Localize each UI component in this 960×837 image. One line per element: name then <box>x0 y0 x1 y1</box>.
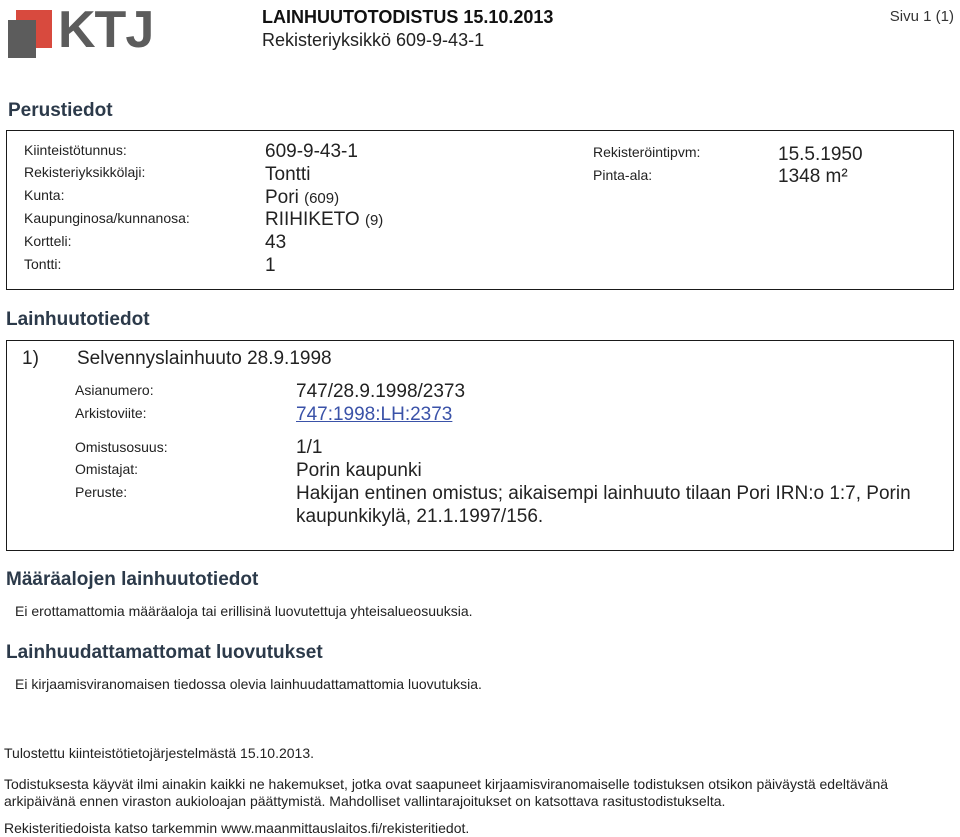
value-tontti: 1 <box>265 255 276 276</box>
maaraalat-text: Ei erottamattomia määräaloja tai erillisinä luovutettuja yhteisalueosuuksia. <box>15 603 473 619</box>
value-peruste-line1: Hakijan entinen omistus; aikaisempi lainhuuto tilaan Pori IRN:o 1:7, Porin <box>296 483 911 504</box>
footer-notice-line2: arkipäivänä ennen viraston aukioloajan päättymistä. Mahdolliset vallintarajoitukset on katsottava rasitustodistukselta. <box>4 793 726 809</box>
section-heading-perustiedot: Perustiedot <box>8 100 113 121</box>
footer-notice-line1: Todistuksesta käyvät ilmi ainakin kaikki ne hakemukset, jotka ovat saapuneet kirjaamisviranomaiselle todistuksen otsikon päiväystä edeltävänä <box>4 776 889 792</box>
lainhuuto-title: Selvennyslainhuuto 28.9.1998 <box>77 348 332 369</box>
label-tontti: Tontti: <box>24 256 62 272</box>
document-subtitle: Rekisteriyksikkö 609-9-43-1 <box>262 30 485 50</box>
footer-more-info: Rekisteritiedoista katso tarkemmin www.maanmittauslaitos.fi/rekisteritiedot. <box>4 820 470 836</box>
value-kiinteistotunnus: 609-9-43-1 <box>265 141 358 162</box>
document-title: LAINHUUTOTODISTUS 15.10.2013 <box>262 7 554 27</box>
section-heading-maaraalat: Määräalojen lainhuutotiedot <box>6 569 259 590</box>
value-kaupunginosa-name: RIIHIKETO <box>265 209 360 230</box>
ktj-logo <box>8 1 154 64</box>
page-number: Sivu 1 (1) <box>889 8 954 25</box>
value-kunta <box>265 187 339 209</box>
footer-printed: Tulostettu kiinteistötietojärjestelmästä 15.10.2013. <box>4 745 314 761</box>
value-kaupunginosa <box>265 209 383 231</box>
label-pinta-ala: Pinta-ala: <box>593 167 653 183</box>
value-kaupunginosa-code: (9) <box>364 212 384 229</box>
logo-text: KTJ <box>58 1 154 59</box>
value-pinta-ala: 1348 m² <box>778 166 848 187</box>
label-peruste: Peruste: <box>75 484 128 500</box>
lainhuuto-number: 1) <box>22 348 39 369</box>
value-kunta-code: (609) <box>304 190 340 207</box>
value-kunta-name: Pori <box>265 187 299 208</box>
value-omistusosuus: 1/1 <box>296 437 323 458</box>
label-kunta: Kunta: <box>24 187 65 203</box>
section-heading-lainhuutotiedot: Lainhuutotiedot <box>6 309 150 330</box>
label-omistajat: Omistajat: <box>75 461 139 477</box>
label-asianumero: Asianumero: <box>75 382 154 398</box>
section-heading-luovutukset: Lainhuudattamattomat luovutukset <box>6 642 323 663</box>
value-rekisterointipvm: 15.5.1950 <box>778 144 863 165</box>
value-peruste-line2: kaupunkikylä, 21.1.1997/156. <box>296 506 544 527</box>
value-omistajat: Porin kaupunki <box>296 460 422 481</box>
label-rekisteriyksikkolaji: Rekisteriyksikkölaji: <box>24 164 146 180</box>
label-arkistoviite: Arkistoviite: <box>75 405 147 421</box>
logo-mark <box>8 10 52 54</box>
label-kiinteistotunnus: Kiinteistötunnus: <box>24 142 127 158</box>
value-asianumero: 747/28.9.1998/2373 <box>296 381 466 402</box>
arkistoviite-link[interactable]: 747:1998:LH:2373 <box>296 404 453 425</box>
value-kortteli: 43 <box>265 232 287 253</box>
label-rekisterointipvm: Rekisteröintipvm: <box>593 144 701 160</box>
value-rekisteriyksikkolaji: Tontti <box>265 164 311 185</box>
label-kortteli: Kortteli: <box>24 233 72 249</box>
label-omistusosuus: Omistusosuus: <box>75 439 168 455</box>
luovutukset-text: Ei kirjaamisviranomaisen tiedossa olevia lainhuudattamattomia luovutuksia. <box>15 676 482 692</box>
label-kaupunginosa: Kaupunginosa/kunnanosa: <box>24 210 190 226</box>
